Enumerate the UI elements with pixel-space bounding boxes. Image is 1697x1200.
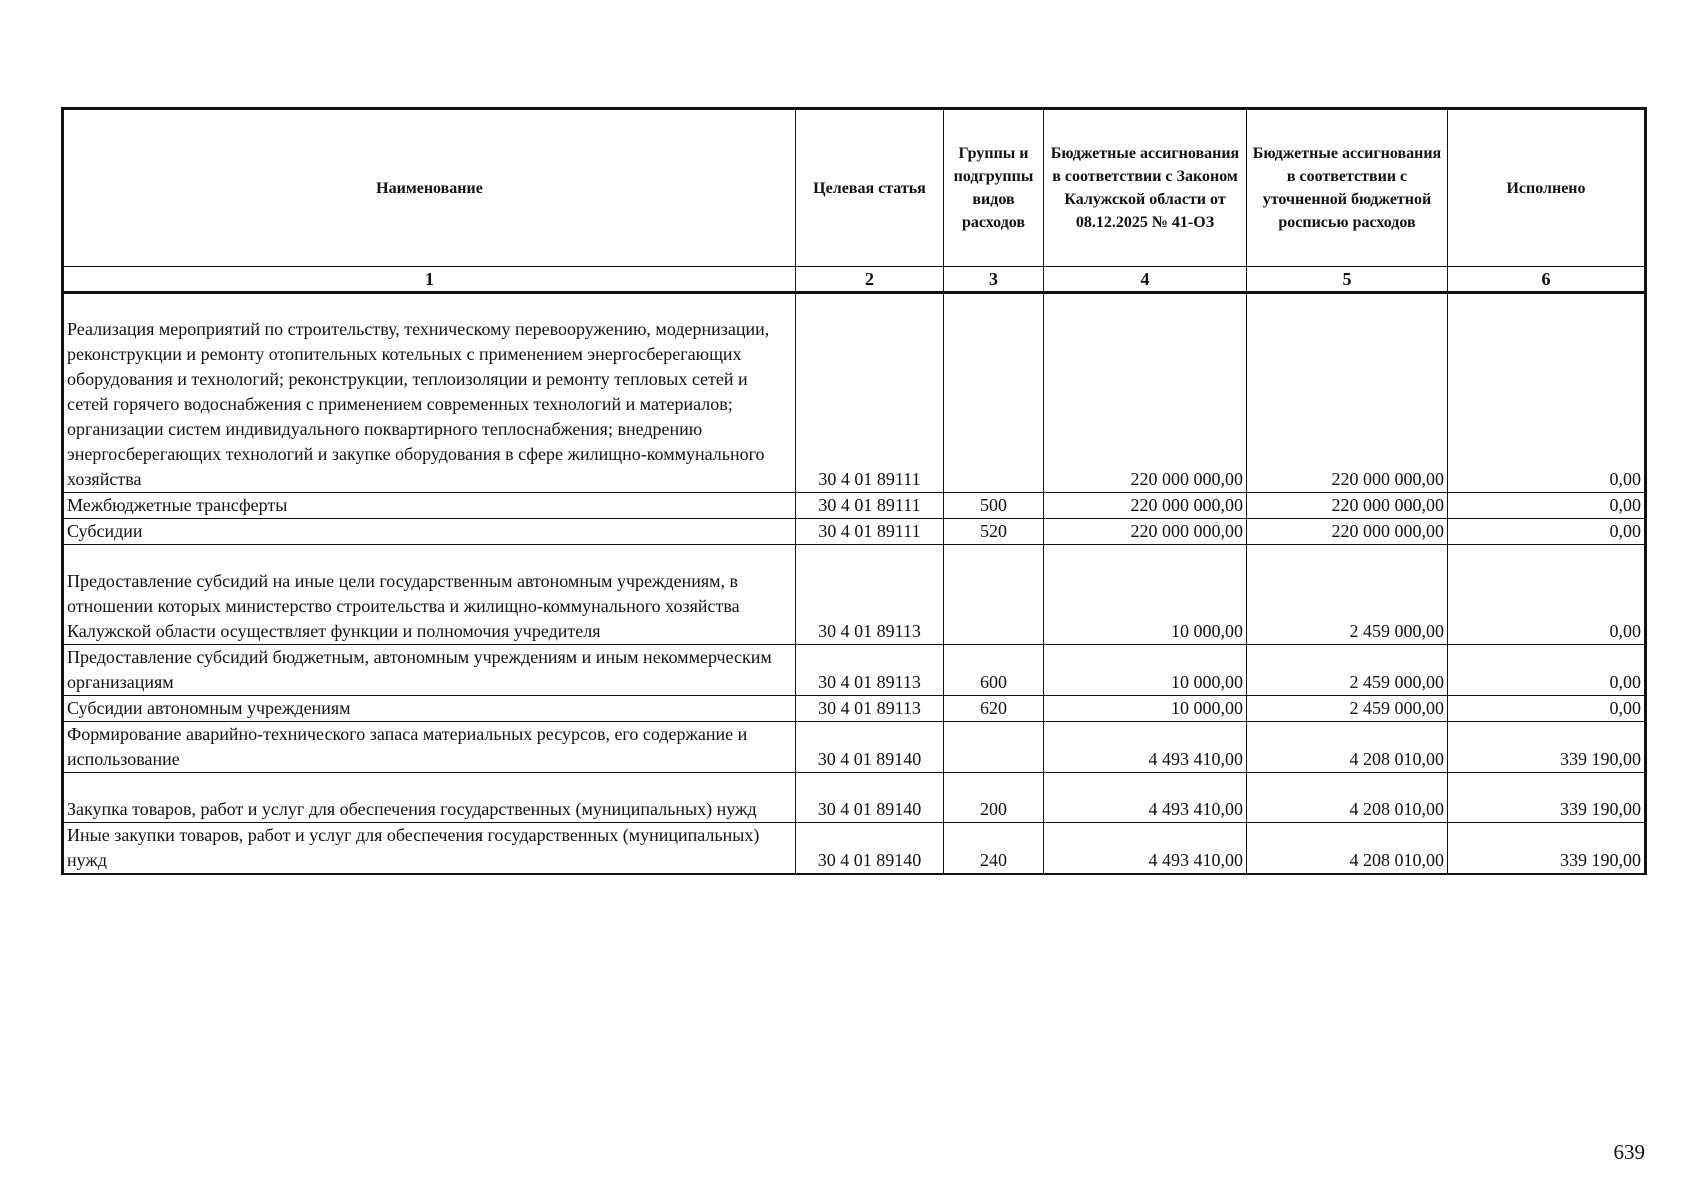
row-expense-group: 500 [944, 493, 1044, 519]
row-expense-group: 520 [944, 519, 1044, 545]
row-law-amount: 4 493 410,00 [1044, 722, 1247, 773]
row-target-article: 30 4 01 89140 [796, 773, 944, 823]
row-target-article: 30 4 01 89140 [796, 823, 944, 875]
row-expense-group: 240 [944, 823, 1044, 875]
row-law-amount: 10 000,00 [1044, 645, 1247, 696]
table-row [63, 823, 1646, 875]
row-law-amount: 4 493 410,00 [1044, 823, 1247, 875]
row-target-article: 30 4 01 89113 [796, 696, 944, 722]
row-expense-group [944, 293, 1044, 493]
row-expense-group [944, 545, 1044, 645]
row-law-amount: 4 493 410,00 [1044, 773, 1247, 823]
table-row [63, 293, 1646, 493]
header-law-allocations: Бюджетные ассигнования в соответствии с Законом Калужской области от 08.12.2025 № 41-ОЗ [1044, 109, 1247, 267]
column-number: 3 [944, 267, 1044, 293]
row-revised-amount: 2 459 000,00 [1247, 645, 1448, 696]
row-target-article: 30 4 01 89111 [796, 293, 944, 493]
row-name: Иные закупки товаров, работ и услуг для обеспечения государственных (муниципальных) нужд [63, 823, 796, 875]
row-name: Реализация мероприятий по строительству, техническому перевооружению, модернизации, реконструкции и ремонту отопительных котельных с применением энергосберегающих оборудования и технологий; реконструкции, теплоизоляции и ремонту тепловых сетей и сетей горячего водоснабжения с применением современных технологий и материалов; организации систем индивидуального поквартирного теплоснабжения; внедрению энергосберегающих технологий и закупке оборудования в сфере жилищно-коммунального хозяйства [63, 293, 796, 493]
column-number: 6 [1448, 267, 1646, 293]
column-number: 1 [63, 267, 796, 293]
row-expense-group: 620 [944, 696, 1044, 722]
row-revised-amount: 4 208 010,00 [1247, 722, 1448, 773]
table-row [63, 773, 1646, 823]
row-law-amount: 220 000 000,00 [1044, 293, 1247, 493]
table-row [63, 722, 1646, 773]
row-expense-group [944, 722, 1044, 773]
row-executed-amount: 339 190,00 [1448, 773, 1646, 823]
row-expense-group: 600 [944, 645, 1044, 696]
row-law-amount: 10 000,00 [1044, 696, 1247, 722]
column-number: 5 [1247, 267, 1448, 293]
row-target-article: 30 4 01 89111 [796, 519, 944, 545]
row-name: Закупка товаров, работ и услуг для обеспечения государственных (муниципальных) нужд [63, 773, 796, 823]
row-executed-amount: 339 190,00 [1448, 823, 1646, 875]
budget-execution-table [61, 107, 1647, 875]
row-revised-amount: 4 208 010,00 [1247, 773, 1448, 823]
row-name: Субсидии автономным учреждениям [63, 696, 796, 722]
row-name: Предоставление субсидий бюджетным, автономным учреждениям и иным некоммерческим организациям [63, 645, 796, 696]
row-executed-amount: 339 190,00 [1448, 722, 1646, 773]
column-number: 4 [1044, 267, 1247, 293]
row-name: Межбюджетные трансферты [63, 493, 796, 519]
row-target-article: 30 4 01 89113 [796, 645, 944, 696]
row-revised-amount: 220 000 000,00 [1247, 293, 1448, 493]
column-number-row [63, 267, 1646, 293]
row-name: Предоставление субсидий на иные цели государственным автономным учреждениям, в отношении которых министерство строительства и жилищно-коммунального хозяйства Калужской области осуществляет функции и полномочия учредителя [63, 545, 796, 645]
row-executed-amount: 0,00 [1448, 696, 1646, 722]
row-revised-amount: 2 459 000,00 [1247, 545, 1448, 645]
header-executed: Исполнено [1448, 109, 1646, 267]
header-name: Наименование [63, 109, 796, 267]
row-expense-group: 200 [944, 773, 1044, 823]
table-row [63, 545, 1646, 645]
row-revised-amount: 4 208 010,00 [1247, 823, 1448, 875]
page-number: 639 [1613, 1140, 1645, 1164]
row-law-amount: 220 000 000,00 [1044, 493, 1247, 519]
row-target-article: 30 4 01 89140 [796, 722, 944, 773]
table-row [63, 493, 1646, 519]
row-revised-amount: 220 000 000,00 [1247, 493, 1448, 519]
header-expense-groups: Группы и подгруппы видов расходов [944, 109, 1044, 267]
table-row [63, 696, 1646, 722]
row-law-amount: 10 000,00 [1044, 545, 1247, 645]
row-executed-amount: 0,00 [1448, 293, 1646, 493]
row-name: Субсидии [63, 519, 796, 545]
row-revised-amount: 2 459 000,00 [1247, 696, 1448, 722]
column-number: 2 [796, 267, 944, 293]
row-executed-amount: 0,00 [1448, 645, 1646, 696]
row-target-article: 30 4 01 89113 [796, 545, 944, 645]
row-law-amount: 220 000 000,00 [1044, 519, 1247, 545]
row-executed-amount: 0,00 [1448, 545, 1646, 645]
row-revised-amount: 220 000 000,00 [1247, 519, 1448, 545]
table-row [63, 519, 1646, 545]
table-row [63, 645, 1646, 696]
header-revised-allocations: Бюджетные ассигнования в соответствии с уточненной бюджетной росписью расходов [1247, 109, 1448, 267]
row-name: Формирование аварийно-технического запаса материальных ресурсов, его содержание и использование [63, 722, 796, 773]
header-row [63, 109, 1646, 267]
row-target-article: 30 4 01 89111 [796, 493, 944, 519]
header-target-article: Целевая статья [796, 109, 944, 267]
row-executed-amount: 0,00 [1448, 493, 1646, 519]
row-executed-amount: 0,00 [1448, 519, 1646, 545]
